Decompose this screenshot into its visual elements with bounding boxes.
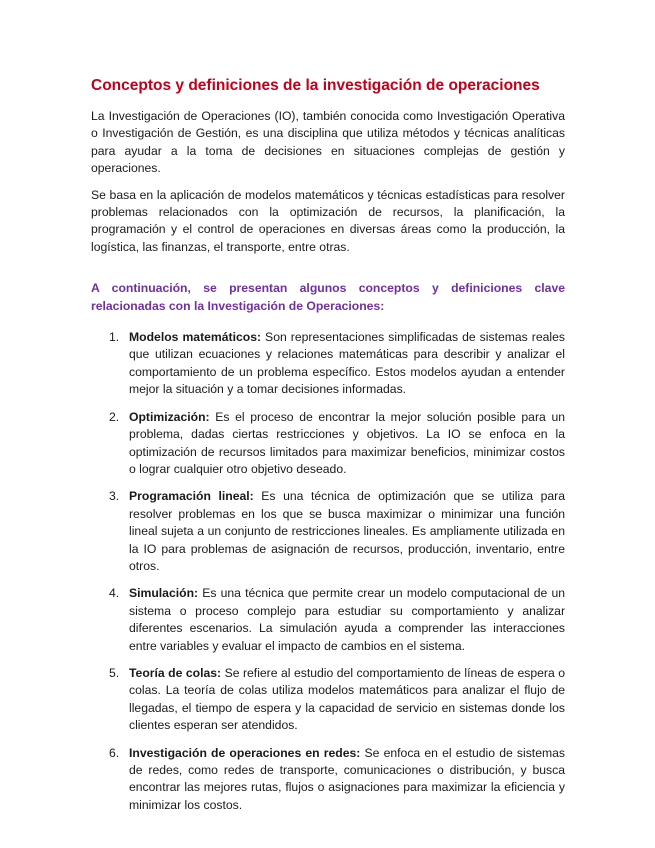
- list-item-modelos-matematicos: [91, 329, 565, 399]
- list-item-text: Es el proceso de encontrar la mejor solución posible para un problema, dadas ciertas restricciones y objetivos. La IO se enfoca en la optimización de recursos limitados para maximizar beneficios, minimizar costos o lograr cualquier otro objetivo deseado.: [129, 409, 565, 476]
- list-item-term: Investigación de operaciones en redes:: [129, 745, 361, 760]
- list-item-term: Programación lineal:: [129, 489, 254, 504]
- section-subtitle: A continuación, se presentan algunos conceptos y definiciones clave relacionadas con la Investigación de Operaciones:: [91, 281, 565, 313]
- list-item-number: 3.: [109, 489, 120, 504]
- list-item-number: 4.: [109, 586, 120, 601]
- list-item-number: 1.: [109, 330, 120, 345]
- list-item-term: Optimización:: [129, 409, 210, 424]
- list-item-text: Es una técnica de optimización que se utiliza para resolver problemas en los que se busca maximizar o minimizar una función lineal sujeta a un conjunto de restricciones lineales. Es ampliamente utilizada en la IO para problemas de asignación de recursos, producción, inventario, entre otros.: [129, 489, 565, 573]
- list-item-redes: [91, 745, 565, 815]
- list-item-teoria-de-colas: [91, 665, 565, 735]
- list-item-term: Simulación:: [129, 586, 199, 601]
- intro-paragraph: La Investigación de Operaciones (IO), también conocida como Investigación Operativa o Investigación de Gestión, es una disciplina que utiliza métodos y técnicas analíticas para ayudar a la toma de decisiones en situaciones complejas de gestión y operaciones.: [91, 109, 565, 176]
- list-item-text: Son representaciones simplificadas de sistemas reales que utilizan ecuaciones y relaciones matemáticas para describir y analizar el comportamiento de un problema específico. Estos modelos ayudan a entender mejor la situación y a tomar decisiones informadas.: [129, 330, 565, 397]
- basis-paragraph: Se basa en la aplicación de modelos matemáticos y técnicas estadísticas para resolver problemas relacionados con la optimización de recursos, la planificación, la programación y el control de operaciones en diversas áreas como la producción, la logística, las finanzas, el transporte, entre otras.: [91, 187, 565, 254]
- list-item-text: Se enfoca en el estudio de sistemas de redes, como redes de transporte, comunicaciones o distribución, y busca encontrar las mejores rutas, flujos o asignaciones para maximizar la eficiencia y minimizar los costos.: [129, 745, 565, 812]
- list-item-text: Es una técnica que permite crear un modelo computacional de un sistema o proceso complejo para estudiar su comportamiento y analizar diferentes escenarios. La simulación ayuda a comprender las interacciones entre variables y evaluar el impacto de cambios en el sistema.: [129, 586, 565, 653]
- list-item-optimizacion: [91, 409, 565, 479]
- list-item-term: Modelos matemáticos:: [129, 330, 262, 345]
- document-page: [91, 76, 565, 824]
- page-title: Conceptos y definiciones de la investigación de operaciones: [91, 77, 540, 94]
- list-item-text: Se refiere al estudio del comportamiento de líneas de espera o colas. La teoría de colas utiliza modelos matemáticos para analizar el flujo de llegadas, el tiempo de espera y la capacidad de servicio en sistemas donde los clientes esperan ser atendidos.: [129, 665, 566, 733]
- list-item-number: 6.: [109, 745, 120, 760]
- list-item-term: Teoría de colas:: [129, 665, 222, 680]
- list-item-number: 5.: [109, 665, 120, 680]
- list-item-programacion-lineal: [91, 488, 565, 575]
- list-item-number: 2.: [109, 409, 120, 424]
- definitions-list: [91, 329, 565, 814]
- list-item-simulacion: [91, 585, 565, 655]
